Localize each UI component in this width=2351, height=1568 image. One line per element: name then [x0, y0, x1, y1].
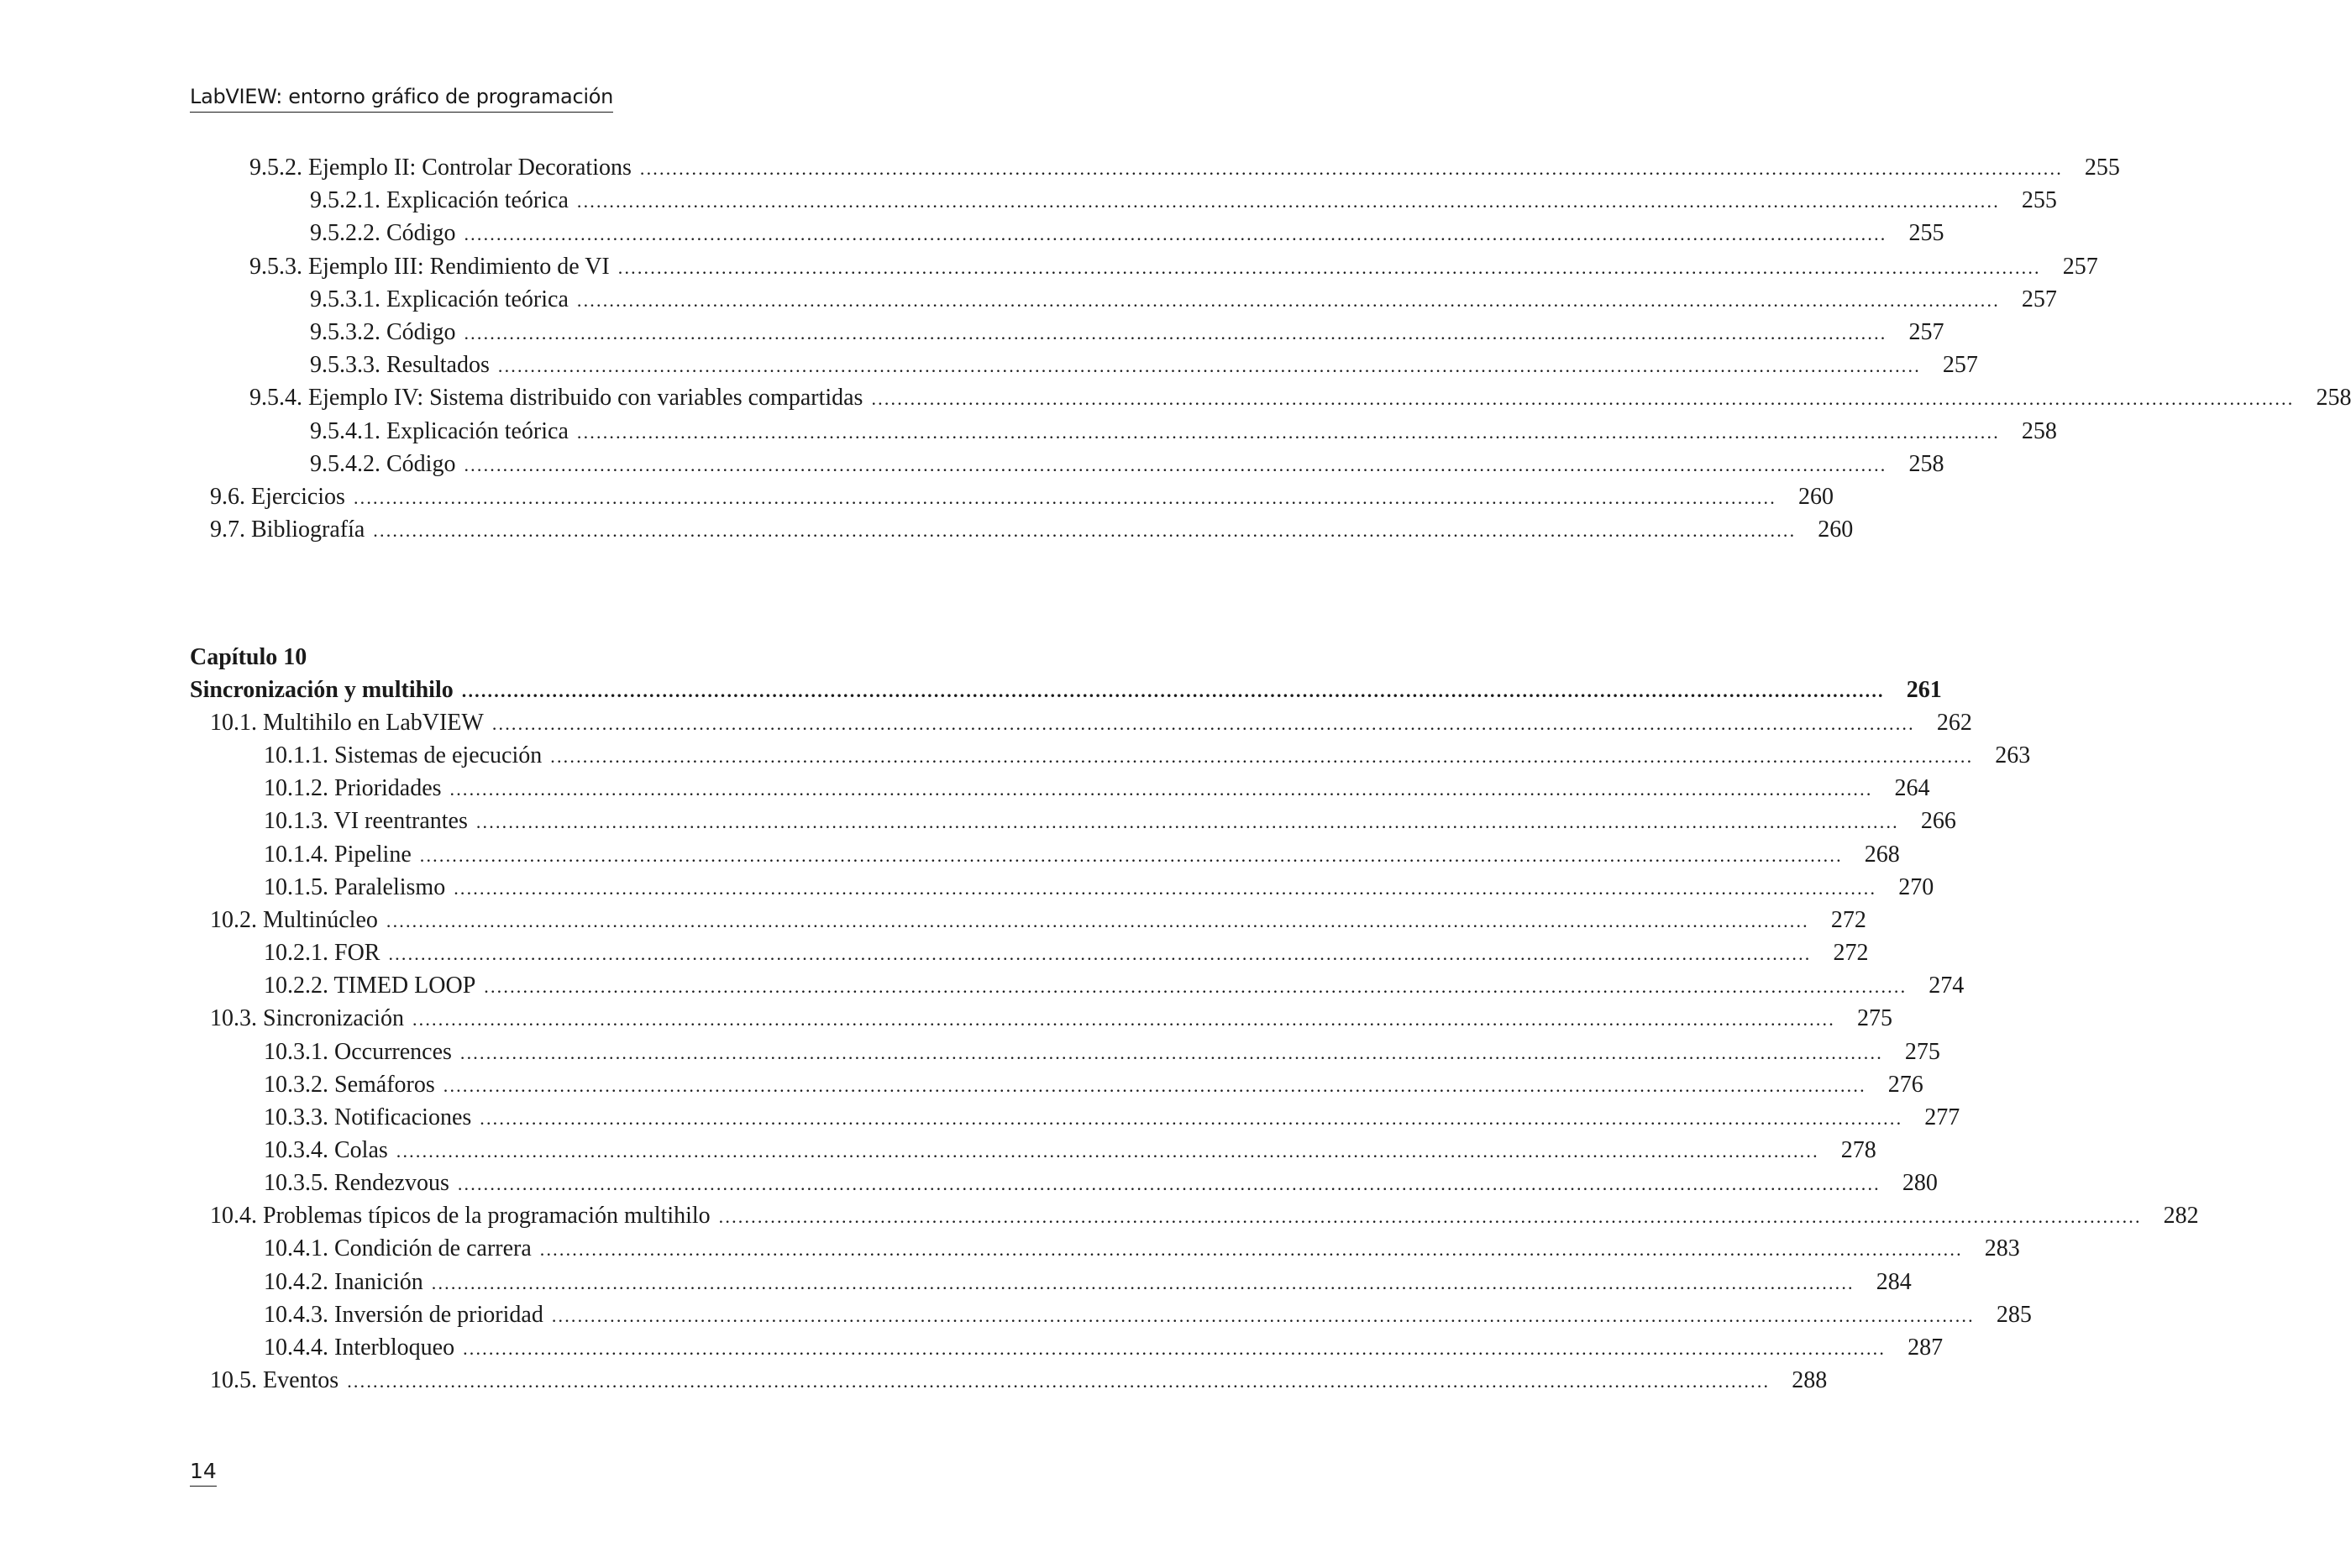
toc-entry-page: 255 — [2084, 155, 2120, 181]
toc-entry — [210, 1364, 1828, 1397]
toc-leader-dots: ............................................................................................................................................................................................................................ — [484, 976, 1908, 998]
toc-leader-dots: ............................................................................................................................................................................................................................ — [639, 158, 2063, 179]
toc-leader-dots: ............................................................................................................................................................................................................................ — [576, 191, 2000, 212]
toc-entry-page: 285 — [1996, 1301, 2032, 1328]
toc-entry-page: 264 — [1894, 775, 1930, 802]
toc-entry — [264, 1101, 1960, 1134]
toc-leader-dots: ............................................................................................................................................................................................................................ — [551, 1304, 1975, 1326]
toc-leader-dots: ............................................................................................................................................................................................................................ — [431, 1272, 1855, 1293]
toc-entry-label: 10.3. Sincronización — [210, 1002, 412, 1035]
toc-entry — [264, 1167, 1938, 1199]
toc-entry-label: 10.3.5. Rendezvous — [264, 1167, 458, 1199]
toc-leader-dots: ............................................................................................................................................................................................................................ — [475, 811, 1899, 833]
toc-entry — [210, 1002, 1892, 1035]
toc-entry — [310, 448, 1944, 480]
toc-leader-dots: ............................................................................................................................................................................................................................ — [388, 943, 1812, 965]
toc-entry-label: 9.5.2.2. Código — [310, 217, 464, 249]
toc-entry-page: 261 — [1906, 677, 1942, 703]
toc-entry-label: 9.5.2. Ejemplo II: Controlar Decorations — [249, 151, 640, 184]
toc-entry-page: 283 — [1984, 1235, 2020, 1262]
toc-entry-label: 10.1.2. Prioridades — [264, 772, 450, 805]
toc-leader-dots: ............................................................................................................................................................................................................................ — [576, 421, 2000, 443]
toc-leader-dots: ............................................................................................................................................................................................................................ — [617, 256, 2041, 278]
toc-entry-page: 278 — [1840, 1136, 1876, 1163]
toc-entry — [249, 381, 2351, 414]
toc-entry-label: 9.6. Ejercicios — [210, 480, 354, 513]
toc-entry-page: 274 — [1929, 973, 1965, 999]
toc-leader-dots: ............................................................................................................................................................................................................................ — [718, 1206, 2142, 1228]
toc-entry-label: 9.5.4. Ejemplo IV: Sistema distribuido con variables compartidas — [249, 381, 871, 414]
toc-entry-page: 275 — [1856, 1005, 1892, 1032]
toc-entry — [264, 969, 1965, 1002]
toc-entry-label: 10.2.1. FOR — [264, 936, 388, 969]
toc-entry-label: 10.1.1. Sistemas de ejecución — [264, 739, 550, 772]
toc-entry-page: 258 — [2316, 385, 2351, 412]
toc-entry-page: 268 — [1864, 841, 1900, 868]
toc-entry-label: 9.5.4.2. Código — [310, 448, 464, 480]
toc-entry — [264, 1266, 1912, 1298]
toc-entry-chapter-title — [190, 674, 1942, 706]
toc-entry-page: 272 — [1830, 906, 1866, 933]
toc-entry-label: 10.3.1. Occurrences — [264, 1036, 460, 1068]
toc-entry-page: 282 — [2163, 1203, 2199, 1230]
chapter-label: Capítulo 10 — [190, 644, 307, 670]
toc-entry — [310, 283, 2057, 316]
toc-entry — [310, 349, 1978, 381]
toc-entry — [264, 1068, 1923, 1101]
toc-leader-dots: ............................................................................................................................................................................................................................ — [871, 388, 2295, 410]
toc-entry-page: 257 — [1908, 319, 1944, 345]
toc-leader-dots: ............................................................................................................................................................................................................................ — [443, 1074, 1866, 1096]
toc-entry — [264, 1298, 2032, 1331]
toc-entry — [264, 772, 1930, 805]
toc-leader-dots: ............................................................................................................................................................................................................................ — [412, 1009, 1835, 1030]
toc-entry — [264, 1134, 1876, 1167]
toc-entry-label: 10.2. Multinúcleo — [210, 904, 386, 936]
toc-entry-label: 9.5.3.3. Resultados — [310, 349, 498, 381]
toc-entry — [310, 217, 1944, 249]
toc-entry-label: 9.5.3.2. Código — [310, 316, 464, 349]
toc-entry-page: 276 — [1887, 1071, 1923, 1098]
toc-entry-page: 258 — [1908, 450, 1944, 477]
toc-entry — [210, 480, 1834, 513]
toc-entry — [210, 1199, 2199, 1232]
toc-leader-dots: ............................................................................................................................................................................................................................ — [449, 779, 1873, 800]
toc-entry-page: 280 — [1902, 1170, 1938, 1197]
toc-entry-page: 275 — [1904, 1038, 1940, 1065]
toc-entry — [264, 871, 1934, 904]
toc-entry — [310, 316, 1944, 349]
toc-leader-dots: ............................................................................................................................................................................................................................ — [463, 1337, 1887, 1359]
toc-entry-label: 10.1. Multihilo en LabVIEW — [210, 706, 492, 739]
toc-leader-dots: ............................................................................................................................................................................................................................ — [576, 289, 2000, 311]
toc-leader-dots: ............................................................................................................................................................................................................................ — [550, 746, 1974, 768]
toc-leader-dots: ............................................................................................................................................................................................................................ — [491, 713, 1915, 734]
toc-entry-label: 10.1.3. VI reentrantes — [264, 805, 476, 837]
toc-leader-dots: ............................................................................................................................................................................................................................ — [386, 910, 1809, 931]
toc-entry-page: 262 — [1936, 710, 1972, 736]
toc-leader-dots: ............................................................................................................................................................................................................................ — [497, 355, 1921, 377]
toc-leader-dots: ............................................................................................................................................................................................................................ — [480, 1107, 1903, 1129]
toc-entry-label: 9.5.3.1. Explicación teórica — [310, 283, 577, 316]
toc-entry-label: 10.1.4. Pipeline — [264, 838, 420, 871]
toc-leader-dots: ............................................................................................................................................................................................................................ — [396, 1140, 1819, 1162]
toc-entry-label: 10.4.4. Interbloqueo — [264, 1331, 463, 1364]
toc-entry — [210, 513, 1854, 546]
toc-entry — [264, 1036, 1940, 1068]
toc-entry-page: 266 — [1920, 808, 1956, 835]
toc-entry-label: 9.5.2.1. Explicación teórica — [310, 184, 577, 217]
toc-entry-page: 277 — [1924, 1104, 1960, 1130]
toc-entry-label: 10.4.1. Condición de carrera — [264, 1232, 540, 1265]
toc-leader-dots: ............................................................................................................................................................................................................................ — [464, 223, 1887, 245]
toc-leader-dots: ............................................................................................................................................................................................................................ — [464, 323, 1887, 343]
toc-entry-page: 260 — [1797, 484, 1834, 510]
toc-entry-page: 270 — [1898, 873, 1934, 900]
toc-entry-label: 10.3.2. Semáforos — [264, 1068, 443, 1101]
toc-leader-dots: ............................................................................................................................................................................................................................ — [347, 1371, 1771, 1392]
toc-entry-page: 260 — [1818, 517, 1854, 543]
toc-leader-dots: ............................................................................................................................................................................................................................ — [454, 877, 1877, 899]
toc-entry — [210, 706, 1972, 739]
toc-entry-page: 288 — [1792, 1367, 1828, 1393]
toc-entry-label: 9.7. Bibliografía — [210, 513, 373, 546]
toc-entry-label: 10.4.3. Inversión de prioridad — [264, 1298, 552, 1331]
toc-entry-page: 257 — [2021, 286, 2057, 312]
toc-entry — [264, 1331, 1944, 1364]
toc-leader-dots: ............................................................................................................................................................................................................................ — [459, 1041, 1883, 1063]
toc-entry-page: 255 — [2021, 187, 2057, 214]
toc-leader-dots: ............................................................................................................................................................................................................................ — [419, 844, 1843, 866]
toc-entry-label: 10.3.4. Colas — [264, 1134, 396, 1167]
toc-entry-page: 257 — [1942, 352, 1978, 379]
toc-entry — [264, 936, 1869, 969]
toc-entry-label: 9.5.4.1. Explicación teórica — [310, 415, 577, 448]
toc-leader-dots: ............................................................................................................................................................................................................................ — [461, 680, 1885, 701]
toc-entry-page: 263 — [1995, 742, 2031, 769]
toc-entry-label: 10.4. Problemas típicos de la programación multihilo — [210, 1199, 719, 1232]
toc-leader-dots: ............................................................................................................................................................................................................................ — [464, 454, 1887, 475]
toc-entry — [249, 250, 2098, 283]
toc-leader-dots: ............................................................................................................................................................................................................................ — [539, 1239, 1963, 1261]
toc-entry-label: 10.1.5. Paralelismo — [264, 871, 454, 904]
toc-entry — [264, 1232, 2020, 1265]
toc-entry-page: 258 — [2021, 417, 2057, 444]
toc-entry-label: 10.5. Eventos — [210, 1364, 347, 1397]
toc-entry — [264, 739, 2031, 772]
toc-leader-dots: ............................................................................................................................................................................................................................ — [353, 487, 1776, 508]
toc-entry — [264, 838, 1900, 871]
toc-entry-page: 257 — [2062, 253, 2098, 280]
toc-entry-label: 9.5.3. Ejemplo III: Rendimiento de VI — [249, 250, 618, 283]
toc-entry — [210, 904, 1866, 936]
toc-leader-dots: ............................................................................................................................................................................................................................ — [457, 1173, 1881, 1195]
toc-entry — [310, 415, 2057, 448]
page-number: 14 — [190, 1459, 217, 1487]
toc-entry-label: Sincronización y multihilo — [190, 674, 462, 706]
toc-entry — [249, 151, 2120, 184]
toc-entry-page: 284 — [1876, 1268, 1912, 1295]
toc-entry — [310, 184, 2057, 217]
toc-entry-label: 10.2.2. TIMED LOOP — [264, 969, 484, 1002]
toc-entry-label: 10.4.2. Inanición — [264, 1266, 432, 1298]
toc-entry-page: 255 — [1908, 220, 1944, 247]
toc-entry — [264, 805, 1956, 837]
toc-entry-page: 272 — [1833, 940, 1869, 967]
toc-leader-dots: ............................................................................................................................................................................................................................ — [373, 520, 1797, 542]
running-header: LabVIEW: entorno gráfico de programación — [190, 84, 613, 113]
toc-entry-label: 10.3.3. Notificaciones — [264, 1101, 480, 1134]
toc-entry-page: 287 — [1908, 1334, 1944, 1361]
